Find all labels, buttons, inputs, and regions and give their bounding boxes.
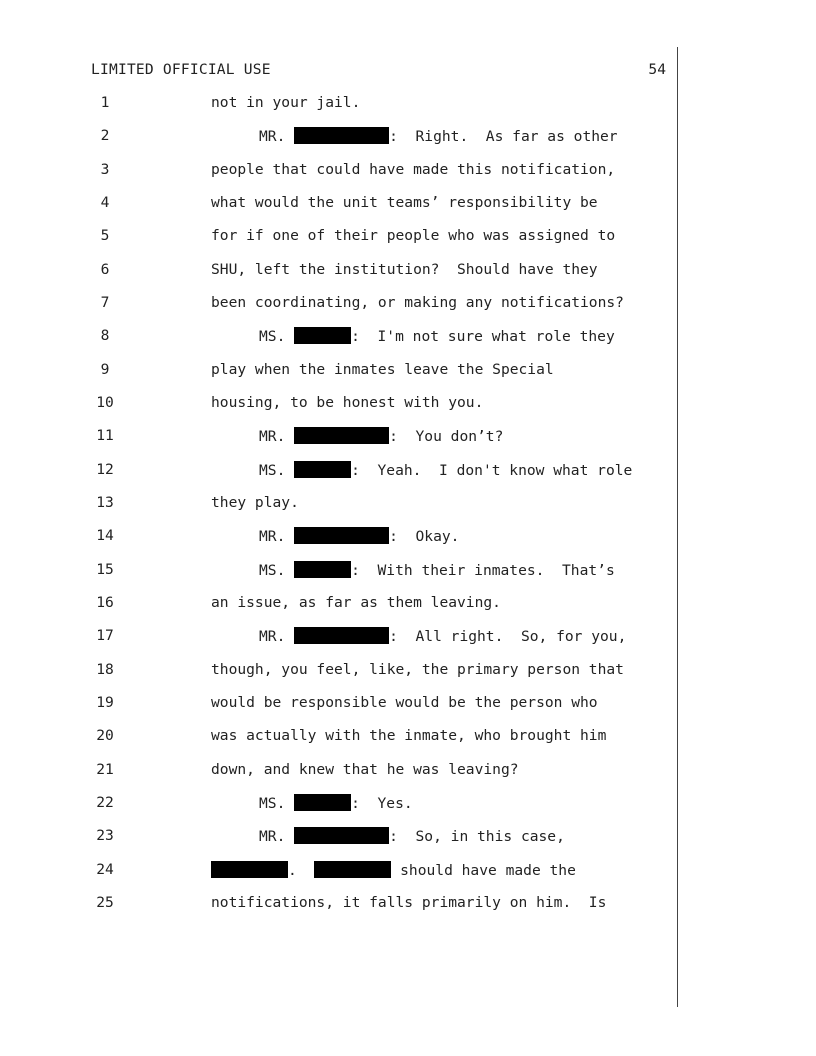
redaction-box: [294, 427, 389, 444]
redaction-box: [294, 327, 351, 344]
speech-text: : Right. As far as other: [389, 128, 618, 145]
line-text: [259, 827, 565, 845]
redaction-box: [294, 561, 351, 578]
transcript-line-23: [0, 827, 816, 849]
transcript-line-6: [0, 261, 816, 283]
line-number: 13: [96, 494, 114, 511]
page-header-marking: LIMITED OFFICIAL USE: [91, 61, 271, 78]
page-number: 54: [648, 61, 666, 78]
transcript-line-10: [0, 394, 816, 416]
transcript-line-17: [0, 627, 816, 649]
transcript-line-7: [0, 294, 816, 316]
transcript-line-15: [0, 561, 816, 583]
speech-text: : Yes.: [351, 795, 413, 812]
transcript-line-20: [0, 727, 816, 749]
line-text: they play.: [211, 494, 299, 511]
line-text: housing, to be honest with you.: [211, 394, 484, 411]
transcript-line-13: [0, 494, 816, 516]
line-text: not in your jail.: [211, 94, 361, 111]
line-text: been coordinating, or making any notifications?: [211, 294, 624, 311]
line-number: 25: [96, 894, 114, 911]
line-number: 22: [96, 794, 114, 811]
line-number: 4: [100, 194, 110, 211]
line-text: [259, 327, 615, 345]
line-number: 14: [96, 527, 114, 544]
line-number: 21: [96, 761, 114, 778]
transcript-line-24: [0, 861, 816, 883]
speech-text: .: [288, 862, 315, 879]
line-text: [259, 794, 413, 812]
transcript-line-16: [0, 594, 816, 616]
line-number: 8: [100, 327, 110, 344]
line-text: was actually with the inmate, who brought him: [211, 727, 607, 744]
line-number: 6: [100, 261, 110, 278]
line-number: 3: [100, 161, 110, 178]
speaker-label: MR.: [259, 128, 286, 145]
speaker-label: MS.: [259, 562, 286, 579]
line-number: 19: [96, 694, 114, 711]
line-text: [259, 527, 459, 545]
line-number: 15: [96, 561, 114, 578]
speech-text: : You don’t?: [389, 428, 504, 445]
line-text: SHU, left the institution? Should have they: [211, 261, 598, 278]
speech-text: should have made the: [391, 862, 576, 879]
line-text: though, you feel, like, the primary person that: [211, 661, 624, 678]
transcript-line-1: [0, 94, 816, 116]
line-text: [259, 461, 632, 479]
redaction-box: [294, 794, 351, 811]
speech-text: : Okay.: [389, 528, 460, 545]
speech-text: : With their inmates. That’s: [351, 562, 615, 579]
line-text: what would the unit teams’ responsibility be: [211, 194, 598, 211]
speech-text: : Yeah. I don't know what role: [351, 462, 633, 479]
line-number: 12: [96, 461, 114, 478]
line-number: 2: [100, 127, 110, 144]
speaker-label: MR.: [259, 528, 286, 545]
line-text: [211, 861, 576, 879]
line-number: 23: [96, 827, 114, 844]
line-text: [259, 561, 615, 579]
line-text: [259, 427, 503, 445]
line-text: for if one of their people who was assigned to: [211, 227, 616, 244]
line-number: 11: [96, 427, 114, 444]
speaker-label: MS.: [259, 462, 286, 479]
line-text: people that could have made this notification,: [211, 161, 616, 178]
transcript-line-11: [0, 427, 816, 449]
redaction-box: [294, 627, 389, 644]
transcript-line-8: [0, 327, 816, 349]
redaction-box: [294, 527, 389, 544]
line-number: 7: [100, 294, 110, 311]
speech-text: : I'm not sure what role they: [351, 328, 615, 345]
line-number: 16: [96, 594, 114, 611]
line-text: an issue, as far as them leaving.: [211, 594, 501, 611]
line-number: 20: [96, 727, 114, 744]
line-number: 5: [100, 227, 110, 244]
line-text: [259, 127, 618, 145]
transcript-line-9: [0, 361, 816, 383]
transcript-line-21: [0, 761, 816, 783]
speech-text: : So, in this case,: [389, 828, 565, 845]
line-number: 18: [96, 661, 114, 678]
line-number: 10: [96, 394, 114, 411]
speaker-label: MR.: [259, 828, 286, 845]
transcript-line-19: [0, 694, 816, 716]
transcript-line-2: [0, 127, 816, 149]
redaction-box: [314, 861, 391, 878]
redaction-box: [294, 827, 389, 844]
transcript-line-14: [0, 527, 816, 549]
line-text: notifications, it falls primarily on him. Is: [211, 894, 607, 911]
transcript-line-3: [0, 161, 816, 183]
line-number: 17: [96, 627, 114, 644]
line-number: 1: [100, 94, 110, 111]
line-text: down, and knew that he was leaving?: [211, 761, 519, 778]
speaker-label: MS.: [259, 328, 286, 345]
redaction-box: [294, 461, 351, 478]
line-text: play when the inmates leave the Special: [211, 361, 554, 378]
speaker-label: MR.: [259, 628, 286, 645]
speaker-label: MR.: [259, 428, 286, 445]
speaker-label: MS.: [259, 795, 286, 812]
line-number: 9: [100, 361, 110, 378]
redaction-box: [211, 861, 288, 878]
transcript-line-25: [0, 894, 816, 916]
transcript-line-12: [0, 461, 816, 483]
transcript-line-4: [0, 194, 816, 216]
transcript-line-18: [0, 661, 816, 683]
transcript-line-5: [0, 227, 816, 249]
redaction-box: [294, 127, 389, 144]
line-text: would be responsible would be the person who: [211, 694, 598, 711]
line-number: 24: [96, 861, 114, 878]
line-text: [259, 627, 626, 645]
transcript-line-22: [0, 794, 816, 816]
speech-text: : All right. So, for you,: [389, 628, 627, 645]
